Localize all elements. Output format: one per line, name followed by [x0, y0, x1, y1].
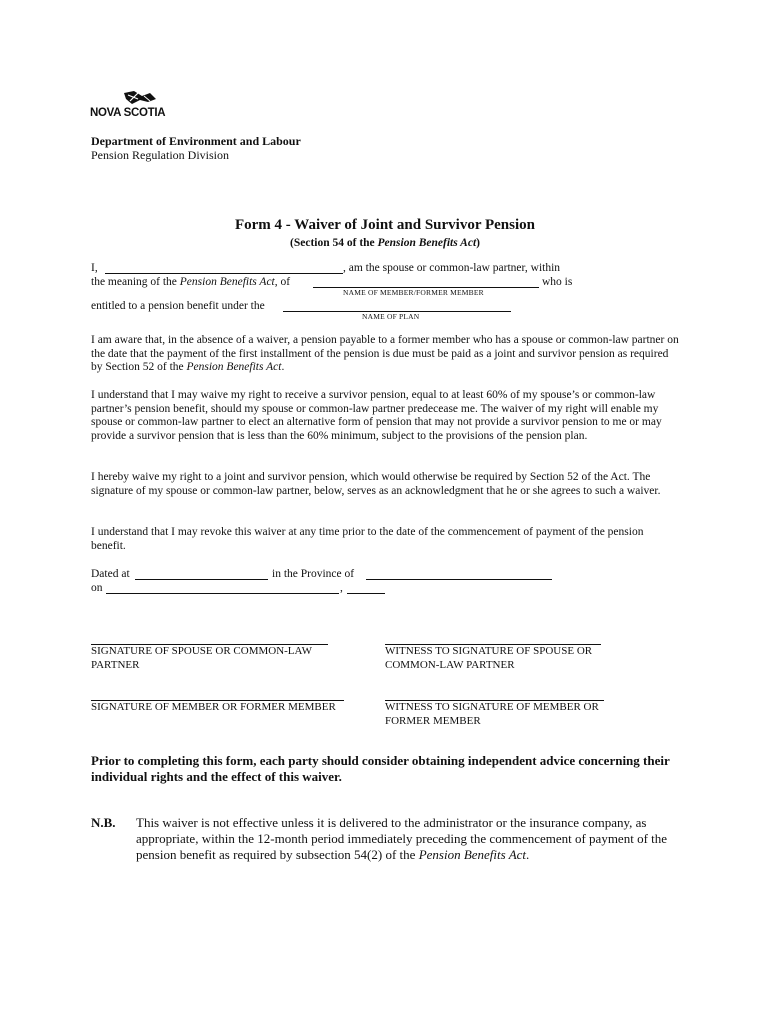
paragraph-1: I am aware that, in the absence of a waiver, a pension payable to a former member who has a spouse or common-law partner on the date that the payment of the first installment of the pension is due must be paid as a joint and survivor pension as required by Section 52 of the Pension Benefits Act. — [91, 334, 679, 374]
dated-at-label: Dated at — [91, 568, 130, 580]
province-field[interactable] — [366, 579, 552, 580]
line2-suffix: who is — [542, 276, 573, 288]
paragraph-2: I understand that I may waive my right to receive a survivor pension, equal to at least 60% of my spouse’s or common-law partner’s pension benefit, should my spouse or common-law partner predecease me. The waiver of my right will enable my spouse or common-law partner to elect an alternative form of pension that may not provide a survivor pension to me or may provide a survivor pension that is less than the 60% minimum, subject to the provisions of the pension plan. — [91, 389, 662, 442]
member-signature-label: SIGNATURE OF MEMBER OR FORMER MEMBER — [91, 701, 336, 713]
department-name: Department of Environment and Labour — [91, 134, 301, 148]
date-field[interactable] — [106, 593, 339, 594]
spouse-signature-label: SIGNATURE OF SPOUSE OR COMMON-LAW PARTNER — [91, 645, 312, 671]
witness-member-label: WITNESS TO SIGNATURE OF MEMBER OR FORMER MEMBER — [385, 701, 599, 727]
nova-scotia-logo — [90, 92, 182, 120]
comma: , — [340, 582, 343, 594]
year-field[interactable] — [347, 593, 385, 594]
nb-text: This waiver is not effective unless it is delivered to the administrator or the insurance company, as appropriate, within the 12-month period immediately preceding the commencement of payment of the pension benefit as required by subsection 54(2) of the Pension Benefits Act. — [136, 815, 668, 862]
line1-suffix: , am the spouse or common-law partner, within — [343, 262, 561, 274]
nb-label: N.B. — [91, 815, 116, 830]
paragraph-4: I understand that I may revoke this waiver at any time prior to the date of the commencement of payment of the pension benefit. — [91, 526, 644, 552]
form-title: Form 4 - Waiver of Joint and Survivor Pension — [234, 217, 535, 233]
advice-notice: Prior to completing this form, each party should consider obtaining independent advice concerning their individual rights and the effect of this waiver. — [91, 753, 670, 784]
line1-prefix: I, — [91, 262, 98, 274]
on-label: on — [91, 582, 103, 594]
witness-spouse-label: WITNESS TO SIGNATURE OF SPOUSE OR COMMON-LAW PARTNER — [385, 645, 593, 671]
member-name-caption: NAME OF MEMBER/FORMER MEMBER — [343, 288, 484, 297]
dated-at-field[interactable] — [135, 579, 268, 580]
spouse-name-field[interactable] — [105, 273, 343, 274]
province-label: in the Province of — [272, 568, 355, 580]
plan-name-caption: NAME OF PLAN — [362, 312, 420, 321]
form-subtitle: (Section 54 of the Pension Benefits Act) — [290, 237, 480, 249]
paragraph-3: I hereby waive my right to a joint and survivor pension, which would otherwise be required by Section 52 of the Act. The signature of my spouse or common-law partner, below, serves as an acknowledgment that he or she agrees to such a waiver. — [91, 471, 661, 497]
logo-text: NOVA SCOTIA — [90, 107, 166, 119]
line3-prefix: entitled to a pension benefit under the — [91, 300, 265, 312]
line2-prefix: the meaning of the Pension Benefits Act, of — [91, 276, 291, 288]
division-name: Pension Regulation Division — [91, 148, 229, 162]
